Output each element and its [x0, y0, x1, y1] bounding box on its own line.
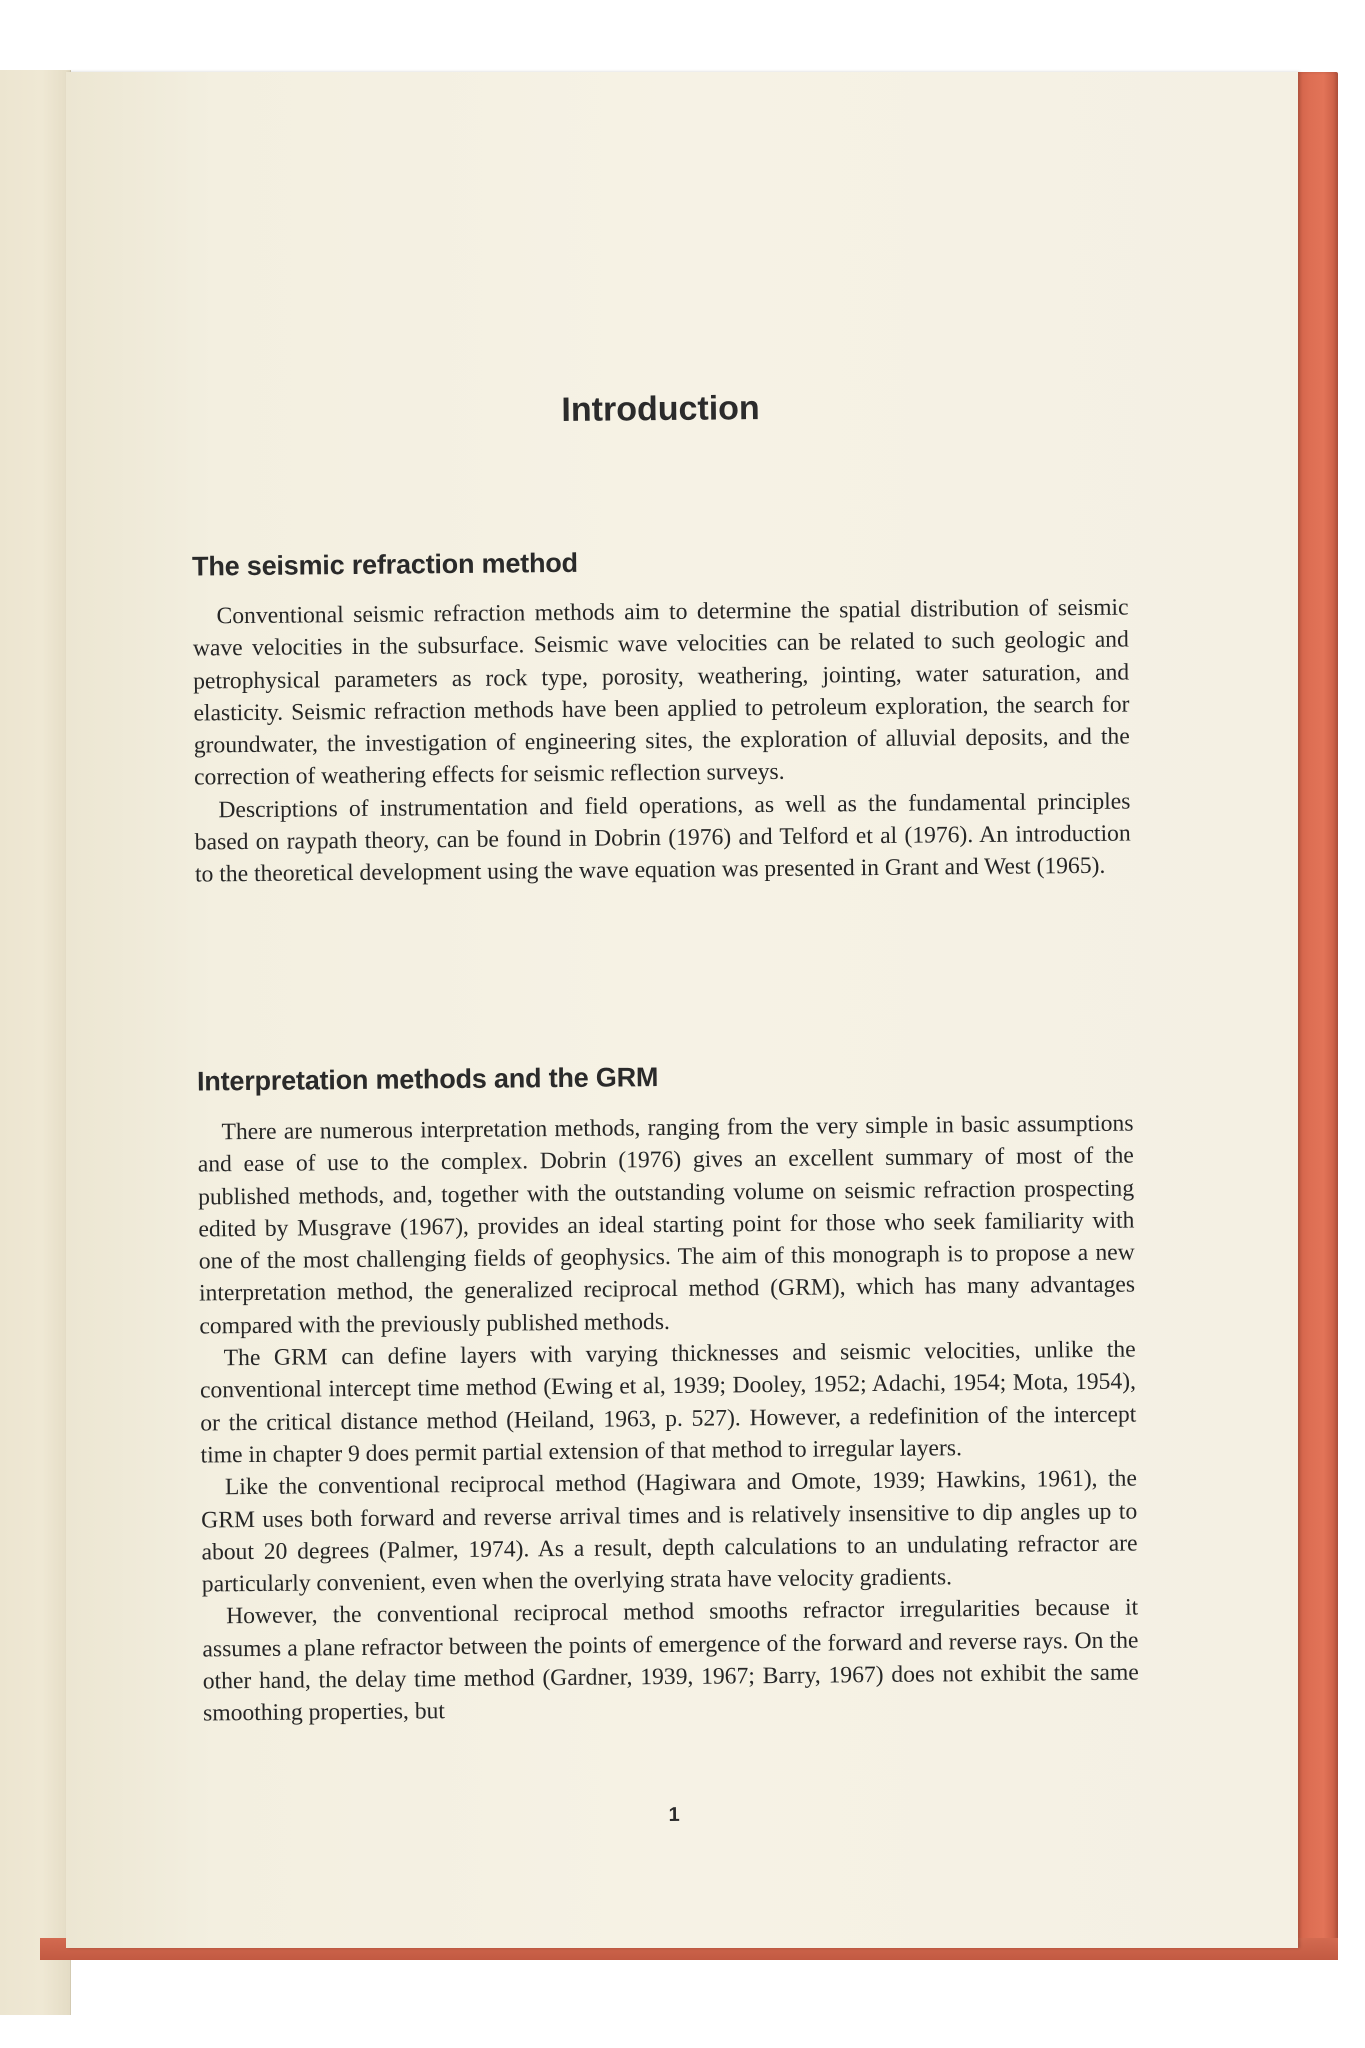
- section-body-seismic-refraction: [192, 592, 1131, 892]
- paragraph: Descriptions of instrumentation and field operations, as well as the fundamental principles based on raypath theory, can be found in Dobrin (1976) and Telford et al (1976). An introduction to the theoretical development using the wave equation was presented in Grant and West (1965).: [194, 788, 1131, 888]
- paragraph: The GRM can define layers with varying thicknesses and seismic velocities, unlike the conventional intercept time method (Ewing et al, 1939; Dooley, 1952; Adachi, 1954; Mota, 1954), or the critical distance method (Heiland, 1963, p. 527). However, a redefinition of the intercept time in chapter 9 does permit partial extension of that method to irregular layers.: [199, 1336, 1137, 1469]
- paragraph: Like the conventional reciprocal method (Hagiwara and Omote, 1939; Hawkins, 1961), the GRM uses both forward and reverse arrival times and is relatively insensitive to dip angles up to about 20 degrees (Palmer, 1974). As a result, depth calculations to an undulating refractor are particularly convenient, even when the overlying strata have velocity gradients.: [201, 1465, 1138, 1598]
- section-body-interpretation-methods: [197, 1108, 1139, 1731]
- paragraph: There are numerous interpretation methods, ranging from the very simple in basic assumptions and ease of use to the complex. Dobrin (1976) gives an excellent summary of most of the published methods, and, together with the outstanding volume on seismic refraction prospecting edited by Musgrave (1967), provides an ideal starting point for those who seek familiarity with one of the most challenging fields of geophysics. The aim of this monograph is to propose a new interpretation method, the generalized reciprocal method (GRM), which has many advantages compared with the previously published methods.: [197, 1110, 1136, 1340]
- page-number: 1: [668, 1803, 680, 1827]
- paragraph: Conventional seismic refraction methods aim to determine the spatial distribution of seismic wave velocities in the subsurface. Seismic wave velocities can be related to such geologic and petrophysical parameters as rock type, porosity, weathering, jointing, water saturation, and elasticity. Seismic refraction methods have been applied to petroleum exploration, the search for groundwater, the investigation of engineering sites, the exploration of alluvial deposits, and the correction of weathering effects for seismic reflection surveys.: [192, 594, 1130, 792]
- book-page: [66, 72, 1298, 1948]
- section-heading-interpretation-methods: Interpretation methods and the GRM: [196, 1062, 659, 1097]
- paragraph: However, the conventional reciprocal method smooths refractor irregularities because it assumes a plane refractor between the points of emergence of the forward and reverse rays. On the other hand, the delay time method (Gardner, 1939, 1967; Barry, 1967) does not exhibit the same smoothing properties, but: [202, 1594, 1139, 1727]
- page-content: [57, 66, 1307, 1954]
- page-title: Introduction: [561, 389, 760, 429]
- section-heading-seismic-refraction: The seismic refraction method: [191, 547, 579, 582]
